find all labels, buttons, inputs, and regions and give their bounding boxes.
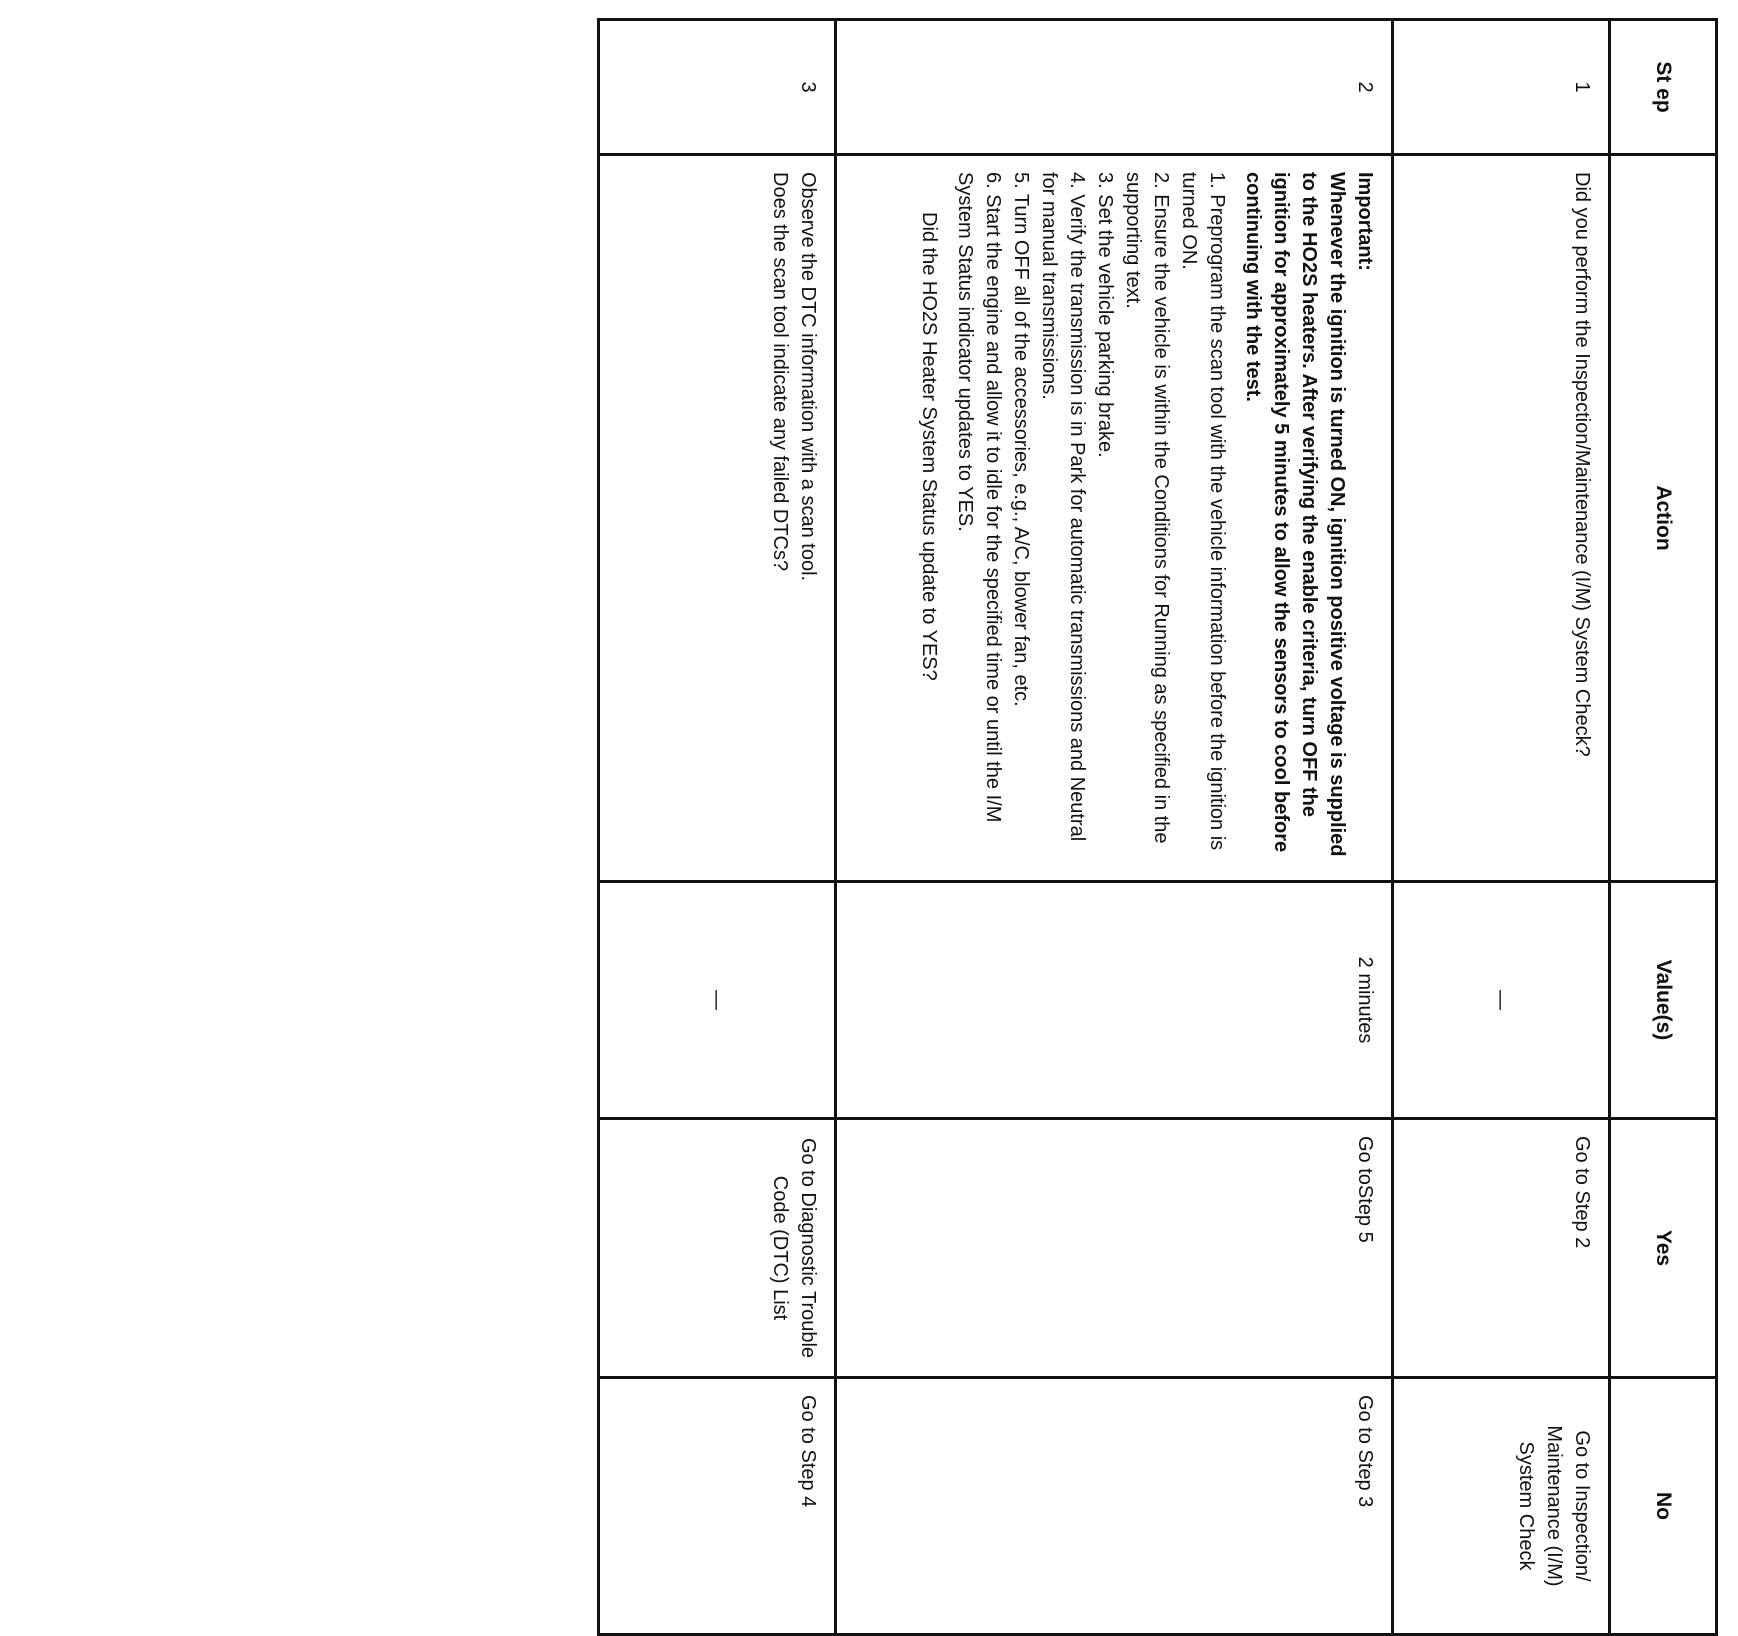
header-no: No (1610, 1378, 1717, 1635)
header-action: Action (1610, 155, 1717, 882)
action-text: Did you perform the Inspection/Maintenance (I/M) System Check? (1571, 172, 1593, 757)
step-number: 1 (1393, 20, 1610, 155)
procedure-list (951, 172, 1231, 864)
table-row (836, 20, 1393, 1635)
table-row (1393, 20, 1610, 1635)
no-cell: Go to Inspection/ Maintenance (I/M) System Check (1393, 1378, 1610, 1635)
list-item: 1. Preprogram the scan tool with the vehicle information before the ignition is turned ON. (1178, 172, 1228, 851)
list-item: 5. Turn OFF all of the accessories, e.g., A/C, blower fan, etc. (1010, 172, 1032, 707)
important-note: Whenever the ignition is turned ON, ignition positive voltage is supplied to the HO2S heaters. After verifying the enable criteria, turn OFF the ignition for approximately 5 minutes to allow the sensors to cool before continuing with the test. (1242, 172, 1348, 857)
list-item: 4. Verify the transmission is in Park for automatic transmissions and Neutral for manual transmissions. (1038, 172, 1088, 842)
yes-cell: Go toStep 5 (836, 1119, 1393, 1378)
no-cell: Go to Step 3 (836, 1378, 1393, 1635)
table-row (599, 20, 836, 1635)
diagnostic-table (597, 18, 1718, 1636)
header-yes: Yes (1610, 1119, 1717, 1378)
value-cell: 2 minutes (836, 882, 1393, 1119)
header-values: Value(s) (1610, 882, 1717, 1119)
action-question: Did the HO2S Heater System Status update to YES? (918, 212, 940, 681)
step-number: 3 (599, 20, 836, 155)
header-row (1610, 20, 1717, 1635)
action-cell (599, 155, 836, 882)
action-question: Does the scan tool indicate any failed DTCs? (769, 172, 791, 572)
action-cell (1393, 155, 1610, 882)
yes-cell: Go to Diagnostic Trouble Code (DTC) List (599, 1119, 836, 1378)
list-item: 3. Set the vehicle parking brake. (1094, 172, 1116, 458)
no-cell: Go to Step 4 (599, 1378, 836, 1635)
header-step: St ep (1610, 20, 1717, 155)
value-cell: — (1393, 882, 1610, 1119)
action-text: Observe the DTC information with a scan tool. (797, 172, 819, 582)
list-item: 2. Ensure the vehicle is within the Conditions for Running as specified in the supporting text. (1122, 172, 1172, 844)
important-title: Important: (1354, 172, 1376, 271)
list-item: 6. Start the engine and allow it to idle for the specified time or until the I/M System Status indicator updates to YES. (954, 172, 1004, 823)
yes-cell: Go to Step 2 (1393, 1119, 1610, 1378)
action-cell (836, 155, 1393, 882)
step-number: 2 (836, 20, 1393, 155)
value-cell: — (599, 882, 836, 1119)
